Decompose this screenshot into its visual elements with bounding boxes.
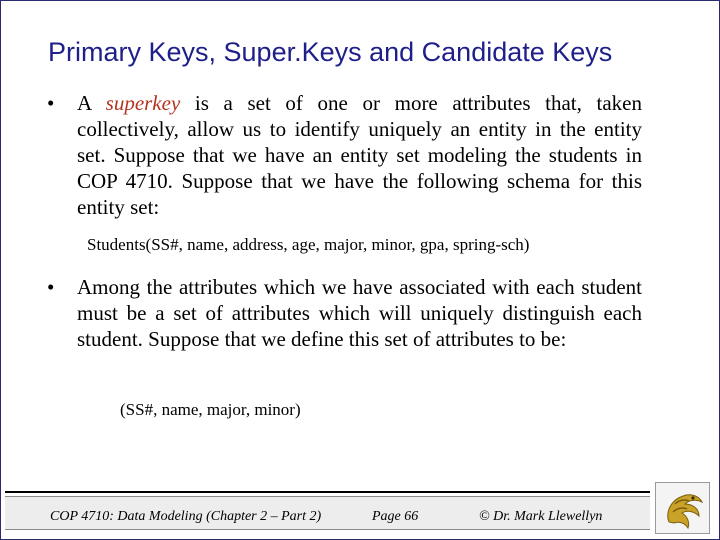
slide-title: Primary Keys, Super.Keys and Candidate Keys	[48, 37, 613, 67]
bullet-text	[77, 90, 642, 220]
bullet-attribute-set	[47, 274, 642, 352]
bullet-superkey-definition	[47, 90, 642, 220]
bullet-text-before: A	[77, 91, 106, 115]
bullet-text: Among the attributes which we have associated with each student must be a set of attributes which will uniquely distinguish each student. Suppose that we define this set of attributes to be:	[77, 275, 642, 351]
bullet-marker: •	[47, 275, 55, 299]
ucf-pegasus-logo-icon	[655, 482, 710, 534]
footer-course: COP 4710: Data Modeling (Chapter 2 – Part 2)	[50, 509, 322, 524]
footer-divider	[5, 491, 650, 493]
students-schema: Students(SS#, name, address, age, major, minor, gpa, spring-sch)	[87, 235, 530, 254]
bullet-text-after: is a set of one or more attributes that, taken collectively, allow us to identify uniquely an entity in the entity set. Suppose that we have an entity set modeling the students in COP 4710. Suppose that we have the following schema for this entity set:	[77, 91, 642, 219]
superkey-term: superkey	[105, 91, 181, 115]
footer-page-number: Page 66	[372, 509, 419, 524]
key-attribute-set: (SS#, name, major, minor)	[120, 400, 301, 419]
bullet-marker: •	[47, 91, 55, 115]
footer-author: © Dr. Mark Llewellyn	[479, 509, 603, 524]
